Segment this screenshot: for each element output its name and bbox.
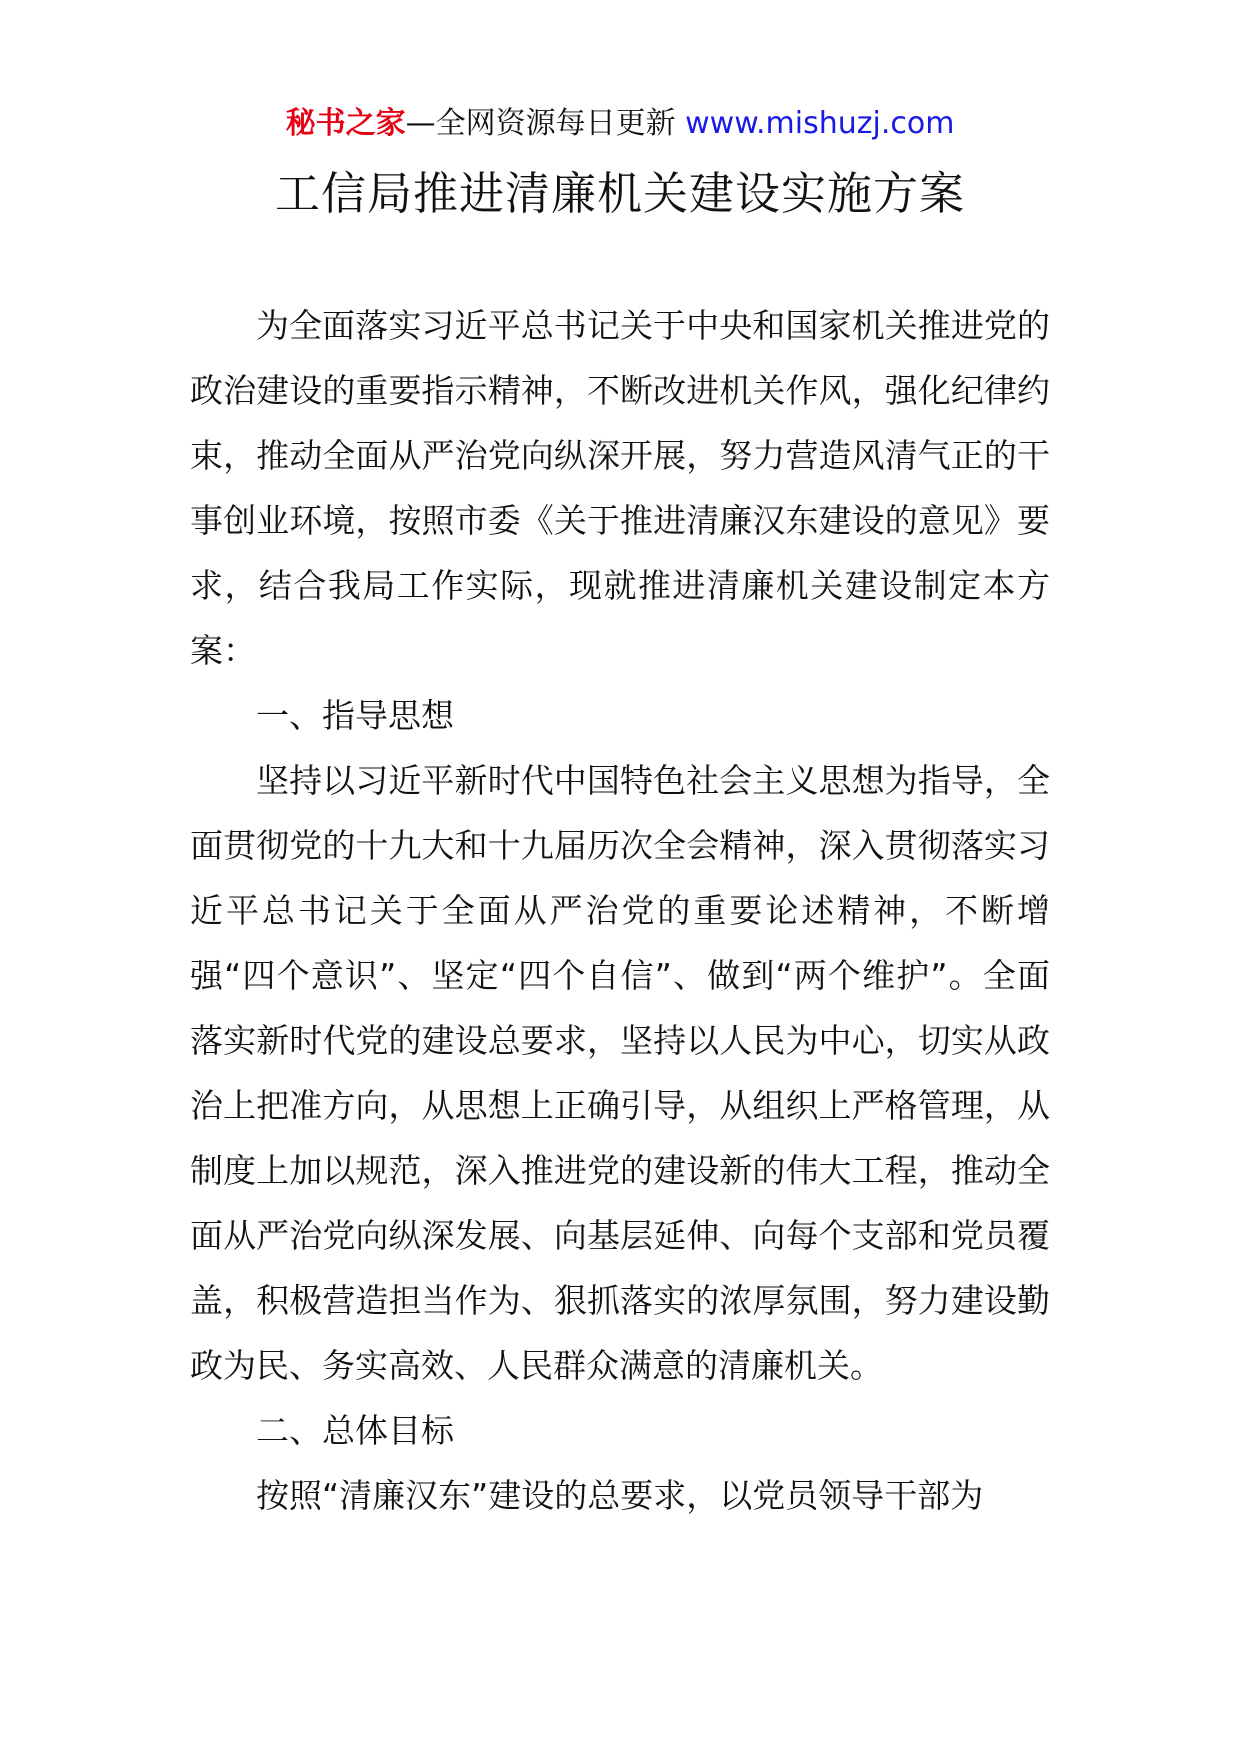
section-paragraph-overall-goal: 按照“清廉汉东”建设的总要求，以党员领导干部为 — [256, 1476, 984, 1515]
site-url-link[interactable]: www.mishuzj.com — [685, 106, 955, 141]
site-header — [0, 102, 1240, 146]
document-title: 工信局推进清廉机关建设实施方案 — [274, 167, 965, 220]
header-slogan: —全网资源每日更新 — [405, 106, 686, 141]
intro-paragraph: 为全面落实习近平总书记关于中央和国家机关推进党的政治建设的重要指示精神，不断改进机关作风，强化纪律约束，推动全面从严治党向纵深开展，努力营造风清气正的干事创业环境，按照市委《关于推进清廉汉东建设的意见》要求，结合我局工作实际，现就推进清廉机关建设制定本方案： — [190, 306, 1050, 670]
section-heading-guiding-ideology: 一、指导思想 — [256, 696, 454, 735]
document-body — [190, 293, 1050, 1528]
brand-name: 秘书之家 — [285, 106, 406, 141]
section-paragraph-guiding-ideology: 坚持以习近平新时代中国特色社会主义思想为指导，全面贯彻党的十九大和十九届历次全会精神，深入贯彻落实习近平总书记关于全面从严治党的重要论述精神，不断增强“四个意识”、坚定“四个自信”、做到“两个维护”。全面落实新时代党的建设总要求，坚持以人民为中心，切实从政治上把准方向，从思想上正确引导，从组织上严格管理，从制度上加以规范，深入推进党的建设新的伟大工程，推动全面从严治党向纵深发展、向基层延伸、向每个支部和党员覆盖，积极营造担当作为、狠抓落实的浓厚氛围，努力建设勤政为民、务实高效、人民群众满意的清廉机关。 — [190, 761, 1050, 1385]
section-heading-overall-goal: 二、总体目标 — [256, 1411, 454, 1450]
